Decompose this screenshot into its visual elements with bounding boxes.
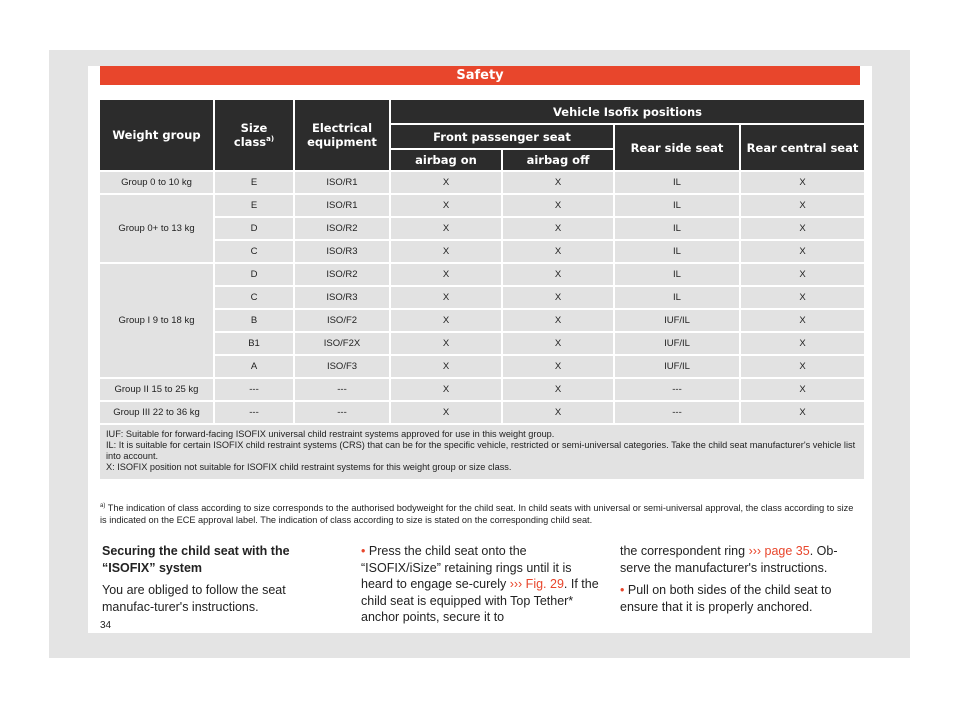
table-cell: IL xyxy=(615,218,739,239)
table-cell: X xyxy=(391,402,501,423)
table-cell: X xyxy=(391,287,501,308)
table-row xyxy=(100,195,864,216)
table-row xyxy=(100,241,864,262)
table-cell: IUF/IL xyxy=(615,333,739,354)
table-cell: ISO/R3 xyxy=(295,241,389,262)
section-header: Safety xyxy=(100,66,860,85)
isofix-table xyxy=(98,98,866,481)
weight-group-cell: Group I 9 to 18 kg xyxy=(100,264,213,377)
table-cell: X xyxy=(503,172,613,193)
weight-group-cell: Group III 22 to 36 kg xyxy=(100,402,213,423)
bullet-icon: • xyxy=(361,544,366,558)
table-cell: ISO/R2 xyxy=(295,264,389,285)
text-column-2 xyxy=(361,543,601,632)
table-cell: X xyxy=(741,402,864,423)
table-cell: X xyxy=(391,241,501,262)
table-cell: X xyxy=(391,195,501,216)
table-cell: X xyxy=(741,241,864,262)
table-cell: X xyxy=(503,241,613,262)
table-row xyxy=(100,333,864,354)
table-cell: X xyxy=(741,287,864,308)
table-cell: X xyxy=(741,310,864,331)
col-front-passenger: Front passenger seat xyxy=(391,125,613,148)
table-cell: X xyxy=(503,356,613,377)
table-cell: D xyxy=(215,218,293,239)
table-row xyxy=(100,379,864,400)
table-cell: D xyxy=(215,264,293,285)
table-cell: X xyxy=(503,287,613,308)
legend-iuf: IUF: Suitable for forward-facing ISOFIX universal child restraint systems approved for use in this weight group. xyxy=(106,429,555,439)
table-row xyxy=(100,356,864,377)
table-body xyxy=(100,172,864,423)
table-cell: X xyxy=(503,379,613,400)
table-cell: --- xyxy=(295,379,389,400)
table-row xyxy=(100,264,864,285)
table-cell: ISO/F2X xyxy=(295,333,389,354)
table-cell: X xyxy=(391,356,501,377)
legend-il: IL: It is suitable for certain ISOFIX child restraint systems (CRS) that can be for the specific vehicle, restricted or semi-universal categories. Take the child seat manufacturer's vehicle list into account. xyxy=(106,440,856,461)
table-cell: B1 xyxy=(215,333,293,354)
col-size-class: Size class$^{a)}$ xyxy=(215,100,293,170)
bullet-icon: • xyxy=(620,583,625,597)
table-cell: X xyxy=(741,379,864,400)
table-row xyxy=(100,172,864,193)
table-cell: X xyxy=(503,333,613,354)
table-cell: ISO/R1 xyxy=(295,195,389,216)
page-number: 34 xyxy=(100,620,112,631)
table-cell: X xyxy=(741,333,864,354)
table-cell: E xyxy=(215,172,293,193)
table-cell: --- xyxy=(295,402,389,423)
table-cell: IL xyxy=(615,264,739,285)
table-cell: --- xyxy=(215,402,293,423)
table-cell: X xyxy=(391,379,501,400)
table-legend xyxy=(100,425,864,479)
fig-29-link[interactable]: ››› Fig. 29 xyxy=(509,577,564,591)
table-cell: ISO/R1 xyxy=(295,172,389,193)
table-cell: --- xyxy=(615,402,739,423)
table-cell: ISO/R3 xyxy=(295,287,389,308)
col-weight-group: Weight group xyxy=(100,100,213,170)
weight-group-cell: Group 0 to 10 kg xyxy=(100,172,213,193)
table-cell: X xyxy=(391,218,501,239)
table-cell: ISO/F2 xyxy=(295,310,389,331)
table-cell: X xyxy=(391,333,501,354)
intro-paragraph: You are obliged to follow the seat manufac-turer's instructions. xyxy=(102,583,286,614)
table-cell: E xyxy=(215,195,293,216)
col-vehicle-positions: Vehicle Isofix positions xyxy=(391,100,864,123)
table-row xyxy=(100,310,864,331)
table-cell: ISO/R2 xyxy=(295,218,389,239)
step-2: • Pull on both sides of the child seat to ensure that it is properly anchored. xyxy=(620,583,832,614)
table-cell: X xyxy=(741,356,864,377)
table-cell: IUF/IL xyxy=(615,356,739,377)
page-35-link[interactable]: ››› page 35 xyxy=(748,544,810,558)
col-rear-side: Rear side seat xyxy=(615,125,739,170)
col-rear-central: Rear central seat xyxy=(741,125,864,170)
table-row xyxy=(100,218,864,239)
text-column-3 xyxy=(620,543,860,621)
weight-group-cell: Group II 15 to 25 kg xyxy=(100,379,213,400)
table-cell: X xyxy=(503,218,613,239)
table-cell: --- xyxy=(615,379,739,400)
table-cell: IUF/IL xyxy=(615,310,739,331)
table-cell: B xyxy=(215,310,293,331)
table-cell: IL xyxy=(615,172,739,193)
footnote-mark: a) xyxy=(100,503,106,509)
table-cell: C xyxy=(215,287,293,308)
table-row xyxy=(100,287,864,308)
table-cell: C xyxy=(215,241,293,262)
text-column-1 xyxy=(102,543,337,621)
col-airbag-on: airbag on xyxy=(391,150,501,170)
table-cell: A xyxy=(215,356,293,377)
col-electrical: Electrical equipment xyxy=(295,100,389,170)
table-cell: X xyxy=(503,195,613,216)
table-cell: X xyxy=(741,218,864,239)
table-cell: X xyxy=(391,264,501,285)
table-cell: X xyxy=(503,310,613,331)
weight-group-cell: Group 0+ to 13 kg xyxy=(100,195,213,262)
table-cell: IL xyxy=(615,287,739,308)
subheading: Securing the child seat with the “ISOFIX” system xyxy=(102,544,290,575)
table-cell: X xyxy=(741,195,864,216)
table-cell: X xyxy=(391,172,501,193)
step-1-cont: the correspondent ring ››› page 35. Ob-serve the manufacturer's instructions. xyxy=(620,544,838,575)
table-cell: IL xyxy=(615,195,739,216)
table-cell: X xyxy=(391,310,501,331)
table-cell: ISO/F3 xyxy=(295,356,389,377)
table-cell: X xyxy=(503,402,613,423)
table-cell: X xyxy=(503,264,613,285)
step-1: • Press the child seat onto the “ISOFIX/iSize” retaining rings until it is heard to engage se-curely ››› Fig. 29. If the child seat is equipped with Top Tether* anchor points, secure it to xyxy=(361,544,599,624)
legend-x: X: ISOFIX position not suitable for ISOFIX child restraint systems for this weight group or size class. xyxy=(106,462,512,472)
col-airbag-off: airbag off xyxy=(503,150,613,170)
table-cell: X xyxy=(741,264,864,285)
footnote-text: The indication of class according to size corresponds to the authorised bodyweight for the child seat. In child seats with universal or semi-universal approval, the class according to size is indicated on the ECE approval label. The indication of class according to size is stated on the corresponding child seat. xyxy=(100,503,854,526)
footnote xyxy=(100,500,860,526)
table-cell: X xyxy=(741,172,864,193)
table-cell: --- xyxy=(215,379,293,400)
table-cell: IL xyxy=(615,241,739,262)
table-row xyxy=(100,402,864,423)
